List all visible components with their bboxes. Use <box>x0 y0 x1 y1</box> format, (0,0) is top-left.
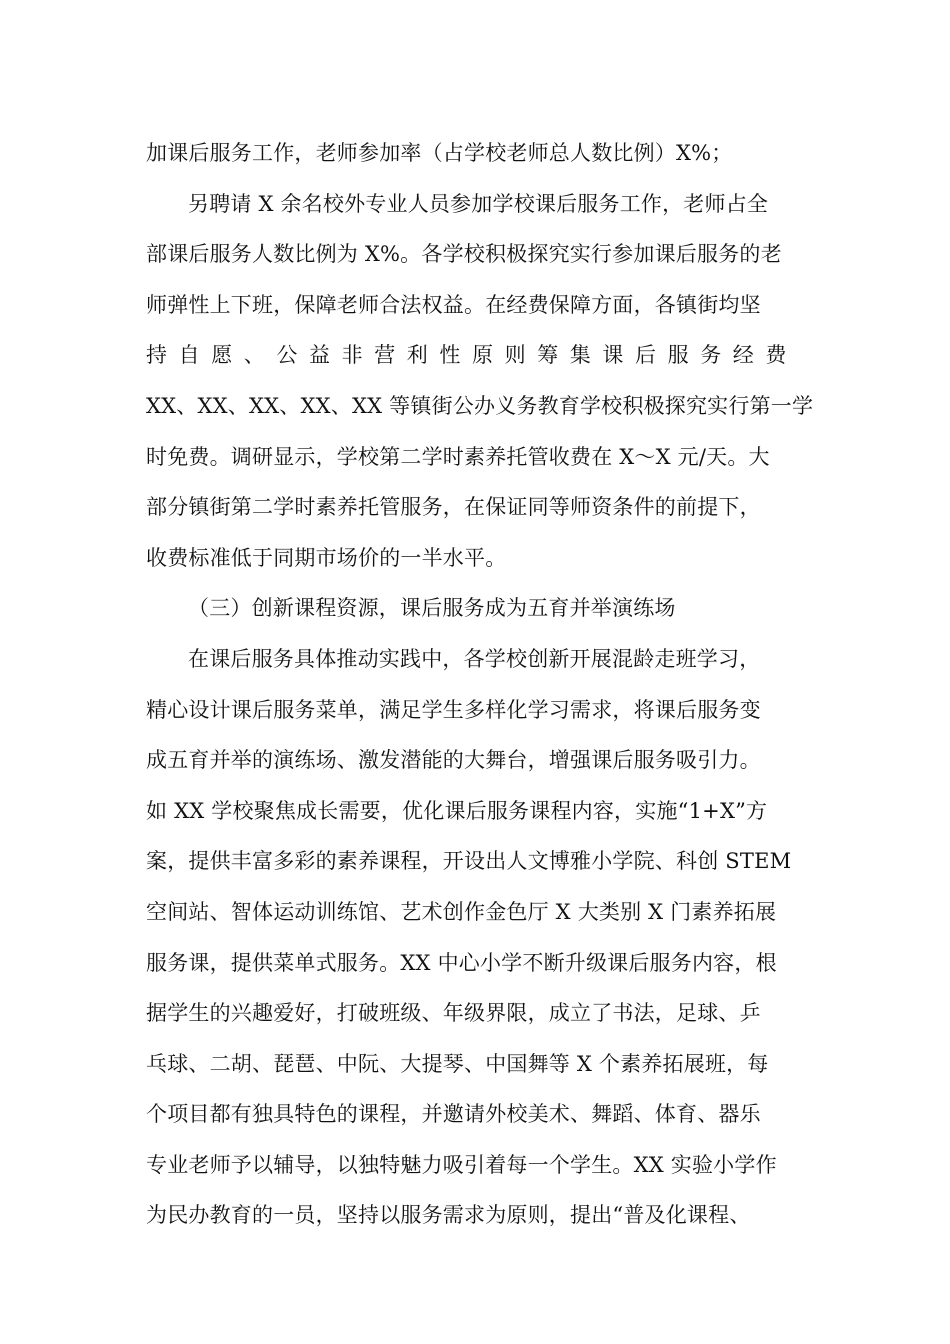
text-line: 师弹性上下班，保障老师合法权益。在经费保障方面，各镇街均坚 <box>146 292 761 317</box>
text-line: 乓球、二胡、琵琶、中阮、大提琴、中国舞等 X 个素养拓展班，每 <box>146 1051 769 1076</box>
text-line: 个项目都有独具特色的课程，并邀请外校美术、舞蹈、体育、器乐 <box>146 1102 761 1127</box>
text-line: 部分镇街第二学时素养托管服务，在保证同等师资条件的前提下， <box>146 495 761 520</box>
text-line: 服务课，提供菜单式服务。XX 中心小学不断升级课后服务内容，根 <box>146 950 777 975</box>
document-body <box>146 128 814 1241</box>
text-line: 持自愿、公益非营利性原则筹集课后服务经费 <box>146 343 798 368</box>
text-line: 案，提供丰富多彩的素养课程，开设出人文博雅小学院、科创 STEM <box>146 849 792 874</box>
section-heading: （三）创新课程资源，课后服务成为五育并举演练场 <box>188 596 676 621</box>
text-line: 另聘请 X 余名校外专业人员参加学校课后服务工作，老师占全 <box>188 191 769 216</box>
text-line: 空间站、智体运动训练馆、艺术创作金色厅 X 大类别 X 门素养拓展 <box>146 899 777 924</box>
text-line: 部课后服务人数比例为 X%。各学校积极探究实行参加课后服务的老 <box>146 242 782 267</box>
text-line: XX、XX、XX、XX、XX 等镇街公办义务教育学校积极探究实行第一学 <box>146 393 814 418</box>
text-line: 加课后服务工作，老师参加率（占学校老师总人数比例）X%； <box>146 141 733 165</box>
text-line: 为民办教育的一员，坚持以服务需求为原则，提出“普及化课程、 <box>146 1203 751 1228</box>
text-line: 成五育并举的演练场、激发潜能的大舞台，增强课后服务吸引力。 <box>146 748 761 773</box>
text-line: 收费标准低于同期市场价的一半水平。 <box>146 545 507 570</box>
text-line: 在课后服务具体推动实践中，各学校创新开展混龄走班学习， <box>188 646 761 671</box>
text-line: 如 XX 学校聚焦成长需要，优化课后服务课程内容，实施“1+X”方 <box>146 798 768 823</box>
text-line: 精心设计课后服务菜单，满足学生多样化学习需求，将课后服务变 <box>146 697 761 722</box>
text-line: 专业老师予以辅导，以独特魅力吸引着每一个学生。XX 实验小学作 <box>146 1152 777 1177</box>
text-line: 据学生的兴趣爱好，打破班级、年级界限，成立了书法，足球、乒 <box>146 1001 761 1026</box>
text-line: 时免费。调研显示，学校第二学时素养托管收费在 X～X 元/天。大 <box>146 444 770 469</box>
